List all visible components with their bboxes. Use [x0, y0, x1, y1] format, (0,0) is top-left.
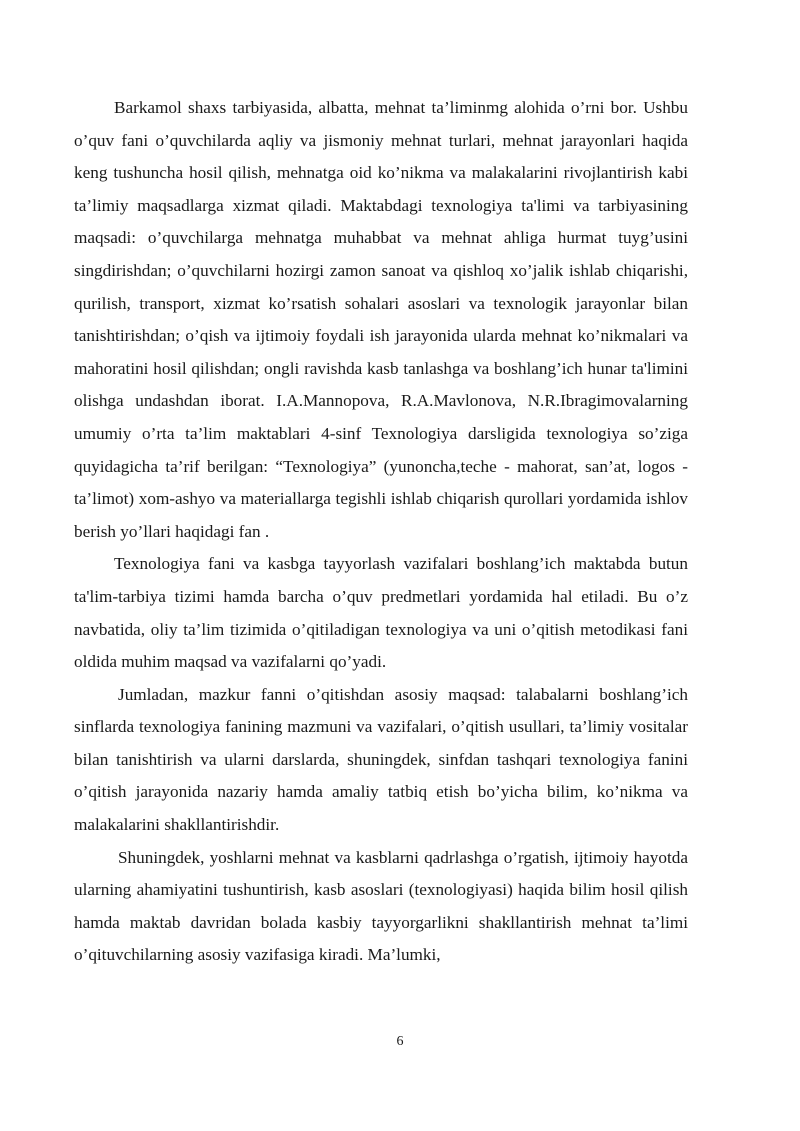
page-number: 6: [396, 1034, 404, 1049]
paragraph-4: Shuningdek, yoshlarni mehnat va kasblarni qadrlashga o’rgatish, ijtimoiy hayotda ularning ahamiyatini tushuntirish, kasb asoslari (texnologiyasi) haqida bilim hosil qilish hamda maktab davridan bolada kasbiy tayyorgarlikni shakllantirish mehnat ta’limi o’qituvchilarning asosiy vazifasiga kiradi. Ma’lumki,: [74, 847, 688, 965]
paragraph-2: Texnologiya fani va kasbga tayyorlash vazifalari boshlang’ich maktabda butun ta'lim-tarbiya tizimi hamda barcha o’quv predmetlari yordamida hal etiladi. Bu o’z navbatida, oliy ta’lim tizimida o’qitiladigan texnologiya va uni o’qitish metodikasi fani oldida muhim maqsad va vazifalarni qo’yadi.: [74, 554, 688, 672]
paragraph-1: Barkamol shaxs tarbiyasida, albatta, mehnat ta’liminmg alohida o’rni bor. Ushbu o’quv fani o’quvchilarda aqliy va jismoniy mehnat turlari, mehnat jarayonlari haqida keng tushuncha hosil qilish, mehnatga oid ko’nikma va malakalarini rivojlantirish kabi ta’limiy maqsadlarga xizmat qiladi. Maktabdagi texnologiya ta'limi va tarbiyasining maqsadi: o’quvchilarga mehnatga muhabbat va mehnat ahliga hurmat tuyg’usini singdirishdan; o’quvchilarni hozirgi zamon sanoat va qishloq xo’jalik ishlab chiqarishi, qurilish, transport, xizmat ko’rsatish sohalari asoslari va texnologik jarayonlar bilan tanishtirishdan; o’qish va ijtimoiy foydali ish jarayonida ularda mehnat ko’nikmalari va mahoratini hosil qilishdan; ongli ravishda kasb tanlashga va boshlang’ich hunar ta'limini olishga undashdan iborat. I.A.Mannopova, R.A.Mavlonova, N.R.Ibragimovalarning umumiy o’rta ta’lim maktablari 4-sinf Texnologiya darsligida texnologiya so’ziga quyidagicha ta’rif berilgan: “Texnologiya” (yunoncha,teche - mahorat, san’at, logos -ta’limot) xom-ashyo va materiallarga tegishli ishlab chiqarish qurollari yordamida ishlov berish yo’llari haqidagi fan .: [74, 98, 688, 541]
document-body: [74, 92, 688, 972]
paragraph-3: Jumladan, mazkur fanni o’qitishdan asosiy maqsad: talabalarni boshlang’ich sinflarda texnologiya fanining mazmuni va vazifalari, o’qitish usullari, ta’limiy vositalar bilan tanishtirish va ularni darslarda, shuningdek, sinfdan tashqari texnologiya fanini o’qitish jarayonida nazariy hamda amaliy tatbiq etish bo’yicha bilim, ko’nikma va malakalarini shakllantirishdir.: [74, 684, 688, 835]
